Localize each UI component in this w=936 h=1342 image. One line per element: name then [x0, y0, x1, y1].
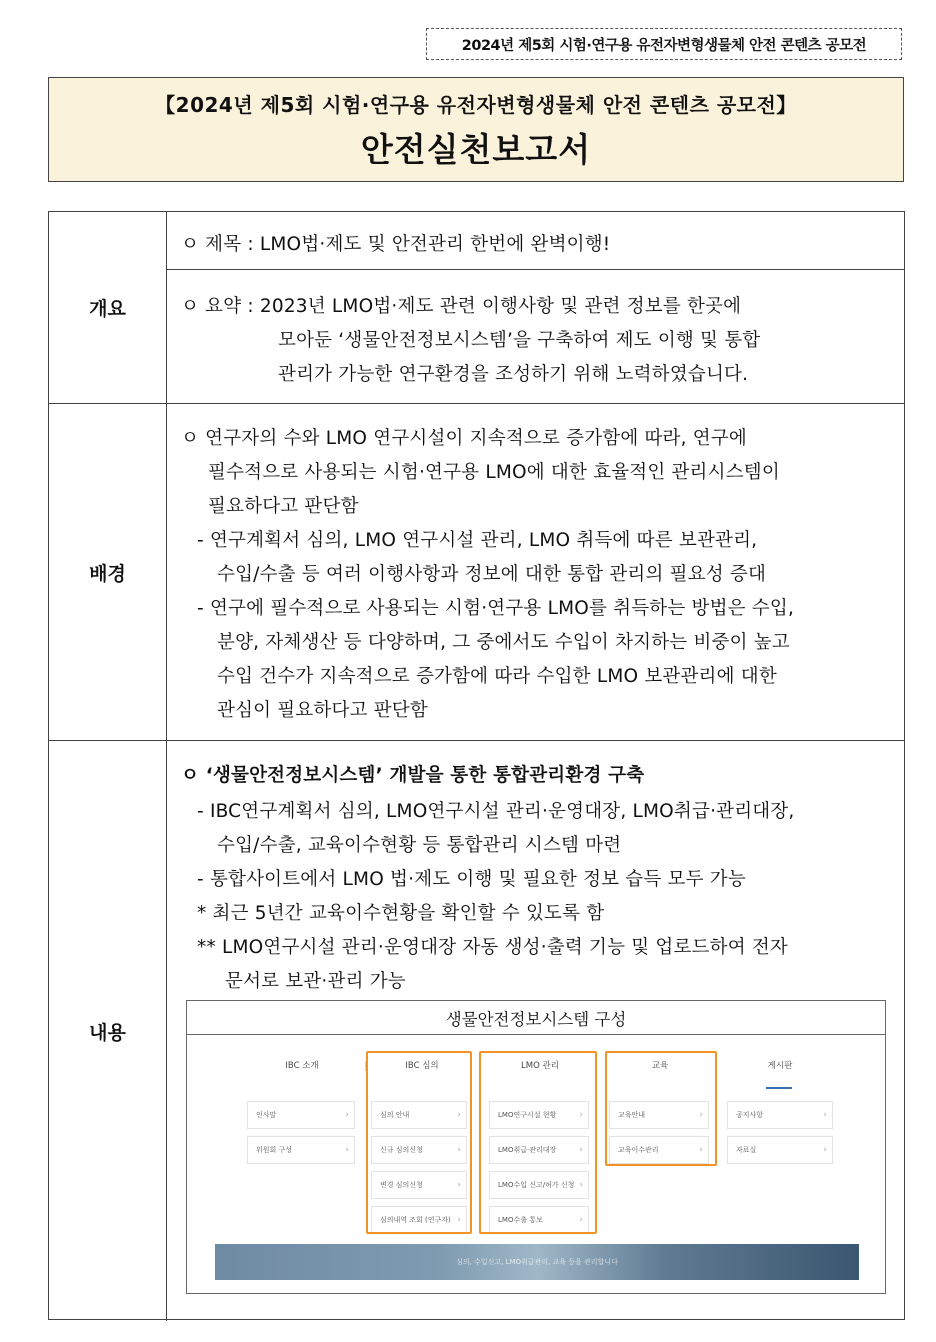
menu-item[interactable]: LMO취급·관리대장 › [489, 1136, 589, 1164]
summary-line: 관리가 가능한 연구환경을 조성하기 위해 노력하였습니다. [278, 364, 749, 385]
content-note: * 최근 5년간 교육이수현황을 확인할 수 있도록 함 [197, 903, 605, 924]
background-label: 배경 [49, 404, 167, 740]
menu-item[interactable]: 자료실 › [727, 1136, 833, 1164]
highlight-box [479, 1051, 597, 1234]
hero-banner [215, 1244, 859, 1280]
menu-header: 교육 [651, 1061, 669, 1071]
menu-header: 게시판 [767, 1061, 793, 1071]
summary-line: ㅇ 요약 : 2023년 LMO법·제도 관련 이행사항 및 관련 정보를 한곳에 [181, 296, 742, 317]
background-cell [167, 404, 904, 740]
summary-line: 모아둔 ‘생물안전정보시스템’을 구축하여 제도 이행 및 통합 [278, 330, 761, 351]
overview-summary-section [167, 269, 904, 403]
menu-item[interactable]: 심의내역 조회 (연구자) › [371, 1206, 467, 1234]
menu-item[interactable]: 인사말 › [247, 1101, 355, 1129]
content-line: - IBC연구계획서 심의, LMO연구시설 관리·운영대장, LMO취급·관리대장, [197, 801, 795, 822]
content-line: 수입/수출, 교육이수현황 등 통합관리 시스템 마련 [217, 835, 622, 856]
contest-header-tag: 2024년 제5회 시험·연구용 유전자변형생물체 안전 콘텐츠 공모전 [426, 28, 902, 60]
background-line: 수입/수출 등 여러 이행사항과 정보에 대한 통합 관리의 필요성 증대 [217, 564, 767, 585]
menu-item[interactable]: 신규 심의신청 › [371, 1136, 467, 1164]
menu-item[interactable]: LMO수입 신고/허가 신청 › [489, 1171, 589, 1199]
overview-title-line: ㅇ 제목 : LMO법·제도 및 안전관리 한번에 완벽이행! [181, 234, 611, 255]
title-subtitle: 【2024년 제5회 시험·연구용 유전자변형생물체 안전 콘텐츠 공모전】 [155, 92, 797, 117]
menu-item[interactable]: 교육안내 › [609, 1101, 709, 1129]
active-underline [766, 1087, 792, 1089]
background-line: - 연구에 필수적으로 사용되는 시험·연구용 LMO를 취득하는 방법은 수입, [197, 598, 795, 619]
menu-header: IBC 심의 [405, 1061, 439, 1071]
overview-title-section [167, 212, 904, 269]
diagram-title: 생물안전정보시스템 구성 [187, 1001, 885, 1035]
background-line: 수입 건수가 지속적으로 증가함에 따라 수입한 LMO 보관관리에 대한 [217, 666, 777, 687]
content-note: ** LMO연구시설 관리·운영대장 자동 생성·출력 기능 및 업로드하여 전자 [197, 937, 788, 958]
background-line: 분양, 자체생산 등 다양하며, 그 중에서도 수입이 차지하는 비중이 높고 [217, 632, 790, 653]
background-line: 관심이 필요하다고 판단함 [217, 700, 428, 721]
overview-cell [167, 212, 904, 403]
banner-text: 심의, 수입신고, LMO취급관리, 교육 등을 관리합니다 [456, 1258, 618, 1266]
menu-item[interactable]: 변경 심의신청 › [371, 1171, 467, 1199]
menu-item[interactable]: 심의 안내 › [371, 1101, 467, 1129]
content-label: 내용 [49, 741, 167, 1321]
menu-header: LMO 관리 [521, 1061, 559, 1071]
background-line: - 연구계획서 심의, LMO 연구시설 관리, LMO 취득에 따른 보관관리, [197, 530, 758, 551]
highlight-box [605, 1051, 717, 1166]
content-heading: ㅇ ‘생물안전정보시스템’ 개발을 통한 통합관리환경 구축 [181, 765, 645, 786]
menu-header: IBC 소개 [285, 1061, 319, 1071]
background-line: 필수적으로 사용되는 시험·연구용 LMO에 대한 효율적인 관리시스템이 [208, 462, 780, 483]
content-note: 문서로 보관·관리 가능 [225, 971, 406, 992]
highlight-box [366, 1051, 472, 1234]
system-structure-diagram [186, 1000, 886, 1294]
menu-item[interactable]: LMO수출 통보 › [489, 1206, 589, 1234]
menu-item[interactable]: 공지사항 › [727, 1101, 833, 1129]
menu-item[interactable]: LMO연구시설 현황 › [489, 1101, 589, 1129]
background-line: ㅇ 연구자의 수와 LMO 연구시설이 지속적으로 증가함에 따라, 연구에 [181, 428, 748, 449]
overview-label: 개요 [49, 212, 167, 403]
menu-item[interactable]: 교육이수관리 › [609, 1136, 709, 1164]
background-row [49, 403, 904, 740]
background-line: 필요하다고 판단함 [208, 496, 359, 517]
page-title: 안전실천보고서 [360, 129, 592, 169]
menu-item[interactable]: 위원회 구성 › [247, 1136, 355, 1164]
title-box [48, 77, 904, 182]
overview-row [49, 212, 904, 403]
content-line: - 통합사이트에서 LMO 법·제도 이행 및 필요한 정보 습득 모두 가능 [197, 869, 746, 890]
